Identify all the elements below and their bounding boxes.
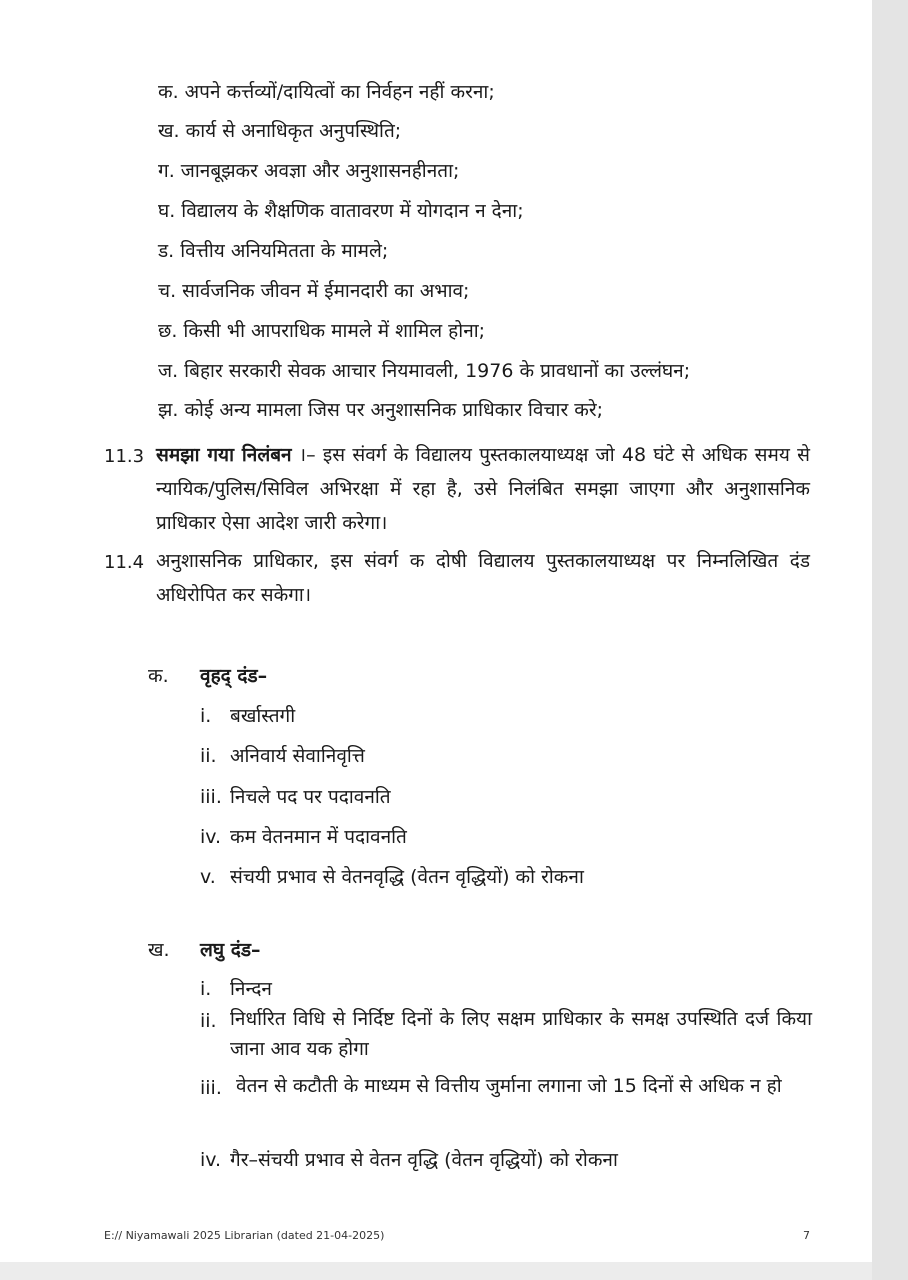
- minor-penalty-item-number: i.: [200, 978, 212, 1000]
- duty-item-ga: ग. जानबूझकर अवज्ञा और अनुशासनहीनता;: [158, 160, 460, 182]
- major-penalty-item-text: बर्खास्तगी: [230, 705, 296, 727]
- minor-penalty-item-text: गैर–संचयी प्रभाव से वेतन वृद्धि (वेतन वृद्धियों) को रोकना: [230, 1149, 618, 1171]
- minor-penalty-title: लघु दंड–: [200, 939, 261, 961]
- major-penalty-item: [200, 743, 365, 769]
- section-11-4-number: 11.4: [104, 552, 145, 573]
- duty-item-da: ड. वित्तीय अनियमितता के मामले;: [158, 240, 389, 262]
- section-11-3-paragraph: [156, 438, 810, 540]
- minor-penalty-item-text: निन्दन: [230, 978, 272, 1000]
- duty-item-cha: च. सार्वजनिक जीवन में ईमानदारी का अभाव;: [158, 280, 470, 302]
- minor-penalty-marker: ख.: [148, 939, 170, 961]
- minor-penalty-item-number: ii.: [200, 1010, 217, 1032]
- footer-doc-reference: E:// Niyamawali 2025 Librarian (dated 21-04-2025): [104, 1229, 385, 1242]
- major-penalty-item-number: v.: [200, 866, 216, 888]
- minor-penalty-item: [200, 976, 272, 1002]
- minor-penalty-item-text: निर्धारित विधि से निर्दिष्ट दिनों के लिए सक्षम प्राधिकार के समक्ष उपस्थिति दर्ज किया जाना आव यक होगा: [230, 1008, 812, 1060]
- footer-page-number: 7: [803, 1229, 810, 1242]
- major-penalty-marker: क.: [148, 665, 169, 687]
- major-penalty-item-text: कम वेतनमान में पदावनति: [230, 826, 407, 848]
- section-11-3-title: समझा गया निलंबन: [156, 444, 292, 466]
- minor-penalty-item-number: iii.: [200, 1077, 222, 1099]
- major-penalty-item: [200, 703, 295, 729]
- major-penalty-item-number: ii.: [200, 745, 217, 767]
- major-penalty-item-text: संचयी प्रभाव से वेतनवृद्धि (वेतन वृद्धियों) को रोकना: [230, 866, 584, 888]
- major-penalty-item: [200, 784, 391, 810]
- minor-penalty-item-number: iv.: [200, 1149, 222, 1171]
- minor-penalty-item: [200, 1147, 618, 1173]
- major-penalty-item: [200, 824, 407, 850]
- major-penalty-item-number: i.: [200, 705, 212, 727]
- major-penalty-item: [200, 864, 584, 890]
- major-penalty-item-text: निचले पद पर पदावनति: [230, 786, 391, 808]
- duty-item-kha: ख. कार्य से अनाधिकृत अनुपस्थिति;: [158, 120, 402, 142]
- major-penalty-item-number: iii.: [200, 786, 222, 808]
- duty-item-ja: ज. बिहार सरकारी सेवक आचार नियमावली, 1976 के प्रावधानों का उल्लंघन;: [158, 360, 691, 382]
- section-11-3-number: 11.3: [104, 446, 145, 467]
- duty-item-gha: घ. विद्यालय के शैक्षणिक वातावरण में योगदान न देना;: [158, 200, 524, 222]
- major-penalty-item-text: अनिवार्य सेवानिवृत्ति: [230, 745, 365, 767]
- viewer-edge: [872, 0, 908, 1280]
- duty-item-ka: क. अपने कर्त्तव्यों/दायित्वों का निर्वहन नहीं करना;: [158, 81, 495, 103]
- section-11-3-text: ।– इस संवर्ग के विद्यालय पुस्तकालयाध्यक्ष जो 48 घंटे से अधिक समय से न्यायिक/पुलिस/सिविल अभिरक्षा में रहा है, उसे निलंबित समझा जाएगा और अनुशासनिक प्राधिकार ऐसा आदेश जारी करेगा।: [156, 444, 810, 534]
- duty-item-jha: झ. कोई अन्य मामला जिस पर अनुशासनिक प्राधिकार विचार करे;: [158, 399, 604, 421]
- minor-penalty-item-text: वेतन से कटौती के माध्यम से वित्तीय जुर्माना लगाना जो 15 दिनों से अधिक न हो: [236, 1075, 782, 1097]
- section-11-4-paragraph: अनुशासनिक प्राधिकार, इस संवर्ग क दोषी विद्यालय पुस्तकालयाध्यक्ष पर निम्नलिखित दंड अधिरोपित कर सकेगा।: [156, 550, 810, 606]
- duty-item-chha: छ. किसी भी आपराधिक मामले में शामिल होना;: [158, 320, 486, 342]
- major-penalty-title: वृहद् दंड–: [200, 665, 268, 687]
- major-penalty-item-number: iv.: [200, 826, 222, 848]
